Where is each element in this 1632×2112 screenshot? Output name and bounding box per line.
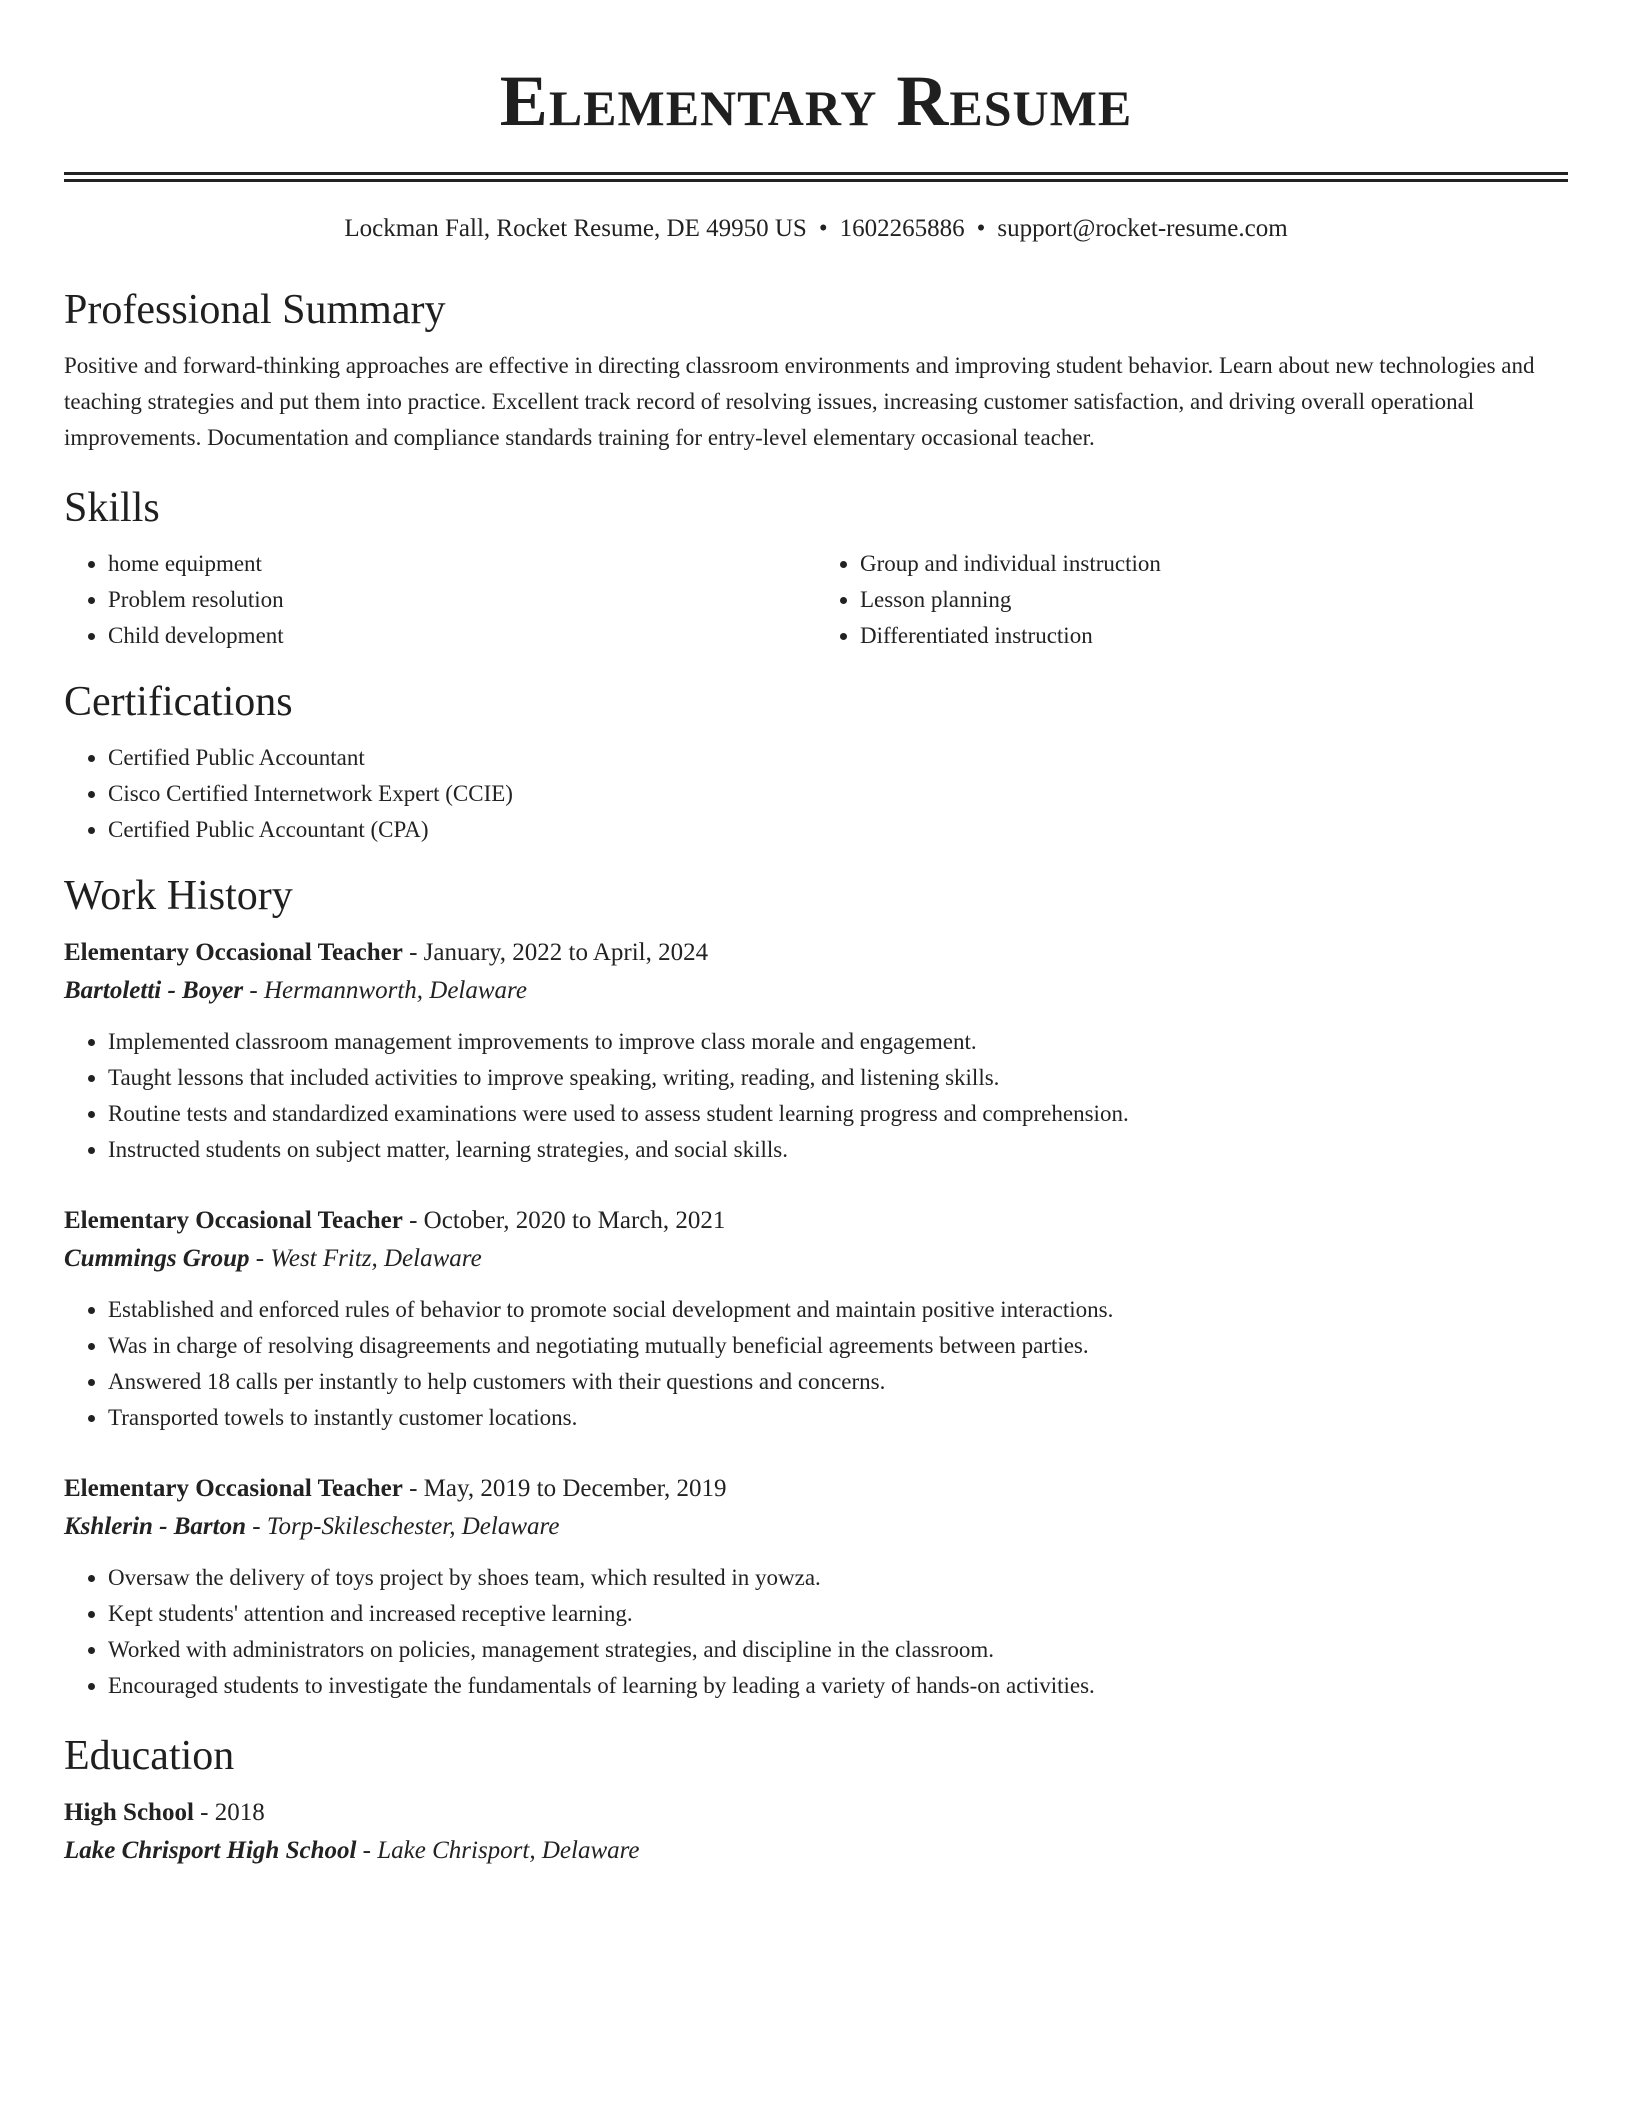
graduation-year: 2018 xyxy=(214,1799,265,1826)
job-dates: October, 2020 to March, 2021 xyxy=(423,1207,726,1234)
school-location: Lake Chrisport, Delaware xyxy=(377,1837,640,1864)
job-bullet: • Established and enforced rules of behavior to promote social development and maintain positive interactions. xyxy=(108,1292,1568,1328)
certification-item: • Cisco Certified Internetwork Expert (CCIE) xyxy=(108,776,1568,812)
summary-heading: Professional Summary xyxy=(64,287,446,333)
company-line xyxy=(64,972,1568,1010)
job-bullet: • Was in charge of resolving disagreements and negotiating mutually beneficial agreements between parties. xyxy=(108,1328,1568,1364)
job-bullet: • Kept students' attention and increased receptive learning. xyxy=(108,1596,1568,1632)
dash-separator: - xyxy=(402,1207,424,1234)
job-bullet: • Worked with administrators on policies, management strategies, and discipline in the classroom. xyxy=(108,1632,1568,1668)
skills-heading: Skills xyxy=(64,485,160,531)
job-bullets xyxy=(64,1024,1568,1168)
skill-item: • Child development xyxy=(108,618,816,654)
contact-line xyxy=(64,212,1568,246)
company-name: Kshlerin - Barton xyxy=(64,1513,247,1540)
contact-phone: 1602265886 xyxy=(839,215,965,242)
degree-line xyxy=(64,1794,1568,1832)
job-bullet: • Oversaw the delivery of toys project by shoes team, which resulted in yowza. xyxy=(108,1560,1568,1596)
job-bullet: • Routine tests and standardized examinations were used to assess student learning progress and comprehension. xyxy=(108,1096,1568,1132)
job-entry xyxy=(64,1470,1568,1704)
job-entry xyxy=(64,934,1568,1168)
job-bullet: • Instructed students on subject matter, learning strategies, and social skills. xyxy=(108,1132,1568,1168)
skills-list-right xyxy=(816,546,1568,654)
skill-item: • Group and individual instruction xyxy=(860,546,1568,582)
title-divider xyxy=(64,172,1568,182)
dash-separator: - xyxy=(193,1799,215,1826)
certifications-heading: Certifications xyxy=(64,679,293,725)
skills-list-left xyxy=(64,546,816,654)
education-entry xyxy=(64,1794,1568,1870)
job-title-line xyxy=(64,1202,1568,1240)
dash-separator: - xyxy=(243,977,264,1004)
school-line xyxy=(64,1832,1568,1870)
job-title: Elementary Occasional Teacher xyxy=(64,1207,403,1234)
company-line xyxy=(64,1508,1568,1546)
job-title: Elementary Occasional Teacher xyxy=(64,939,403,966)
company-location: Torp-Skileschester, Delaware xyxy=(266,1513,560,1540)
dash-separator: - xyxy=(402,1475,424,1502)
contact-address: Lockman Fall, Rocket Resume, DE 49950 US xyxy=(344,215,807,242)
resume-title: Elementary Resume xyxy=(499,61,1133,141)
contact-separator: • xyxy=(976,215,986,242)
dash-separator: - xyxy=(356,1837,378,1864)
skill-item: • home equipment xyxy=(108,546,816,582)
contact-separator: • xyxy=(818,215,828,242)
job-bullet: • Answered 18 calls per instantly to help customers with their questions and concerns. xyxy=(108,1364,1568,1400)
job-dates: January, 2022 to April, 2024 xyxy=(423,939,709,966)
skill-item: • Differentiated instruction xyxy=(860,618,1568,654)
job-title-line xyxy=(64,934,1568,972)
job-bullet: • Taught lessons that included activities to improve speaking, writing, reading, and listening skills. xyxy=(108,1060,1568,1096)
work-history-heading: Work History xyxy=(64,873,293,919)
contact-email: support@rocket-resume.com xyxy=(997,215,1288,242)
job-title-line xyxy=(64,1470,1568,1508)
job-bullets xyxy=(64,1560,1568,1704)
job-bullet: • Implemented classroom management improvements to improve class morale and engagement. xyxy=(108,1024,1568,1060)
company-name: Cummings Group xyxy=(64,1245,250,1272)
dash-separator: - xyxy=(402,939,424,966)
certification-item: • Certified Public Accountant xyxy=(108,740,1568,776)
dash-separator: - xyxy=(246,1513,267,1540)
job-entry xyxy=(64,1202,1568,1436)
job-bullet: • Transported towels to instantly customer locations. xyxy=(108,1400,1568,1436)
skill-item: • Problem resolution xyxy=(108,582,816,618)
job-bullet: • Encouraged students to investigate the fundamentals of learning by leading a variety of hands-on activities. xyxy=(108,1668,1568,1704)
company-location: Hermannworth, Delaware xyxy=(263,977,527,1004)
skill-item: • Lesson planning xyxy=(860,582,1568,618)
job-dates: May, 2019 to December, 2019 xyxy=(423,1475,727,1502)
job-title: Elementary Occasional Teacher xyxy=(64,1475,403,1502)
job-bullets xyxy=(64,1292,1568,1436)
education-heading: Education xyxy=(64,1733,235,1779)
certifications-list xyxy=(64,740,1568,848)
summary-text: Positive and forward-thinking approaches are effective in directing classroom environments and improving student behavior. Learn about new technologies and teaching strategies and put them into practice. Excellent track record of resolving issues, increasing customer satisfaction, and driving overall operational improvements. Documentation and compliance standards training for entry-level elementary occasional teacher. xyxy=(64,353,1535,450)
certification-item: • Certified Public Accountant (CPA) xyxy=(108,812,1568,848)
company-location: West Fritz, Delaware xyxy=(270,1245,482,1272)
degree-name: High School xyxy=(64,1799,194,1826)
dash-separator: - xyxy=(249,1245,271,1272)
school-name: Lake Chrisport High School xyxy=(64,1837,357,1864)
skills-grid xyxy=(64,546,1568,654)
company-line xyxy=(64,1240,1568,1278)
company-name: Bartoletti - Boyer xyxy=(64,977,244,1004)
